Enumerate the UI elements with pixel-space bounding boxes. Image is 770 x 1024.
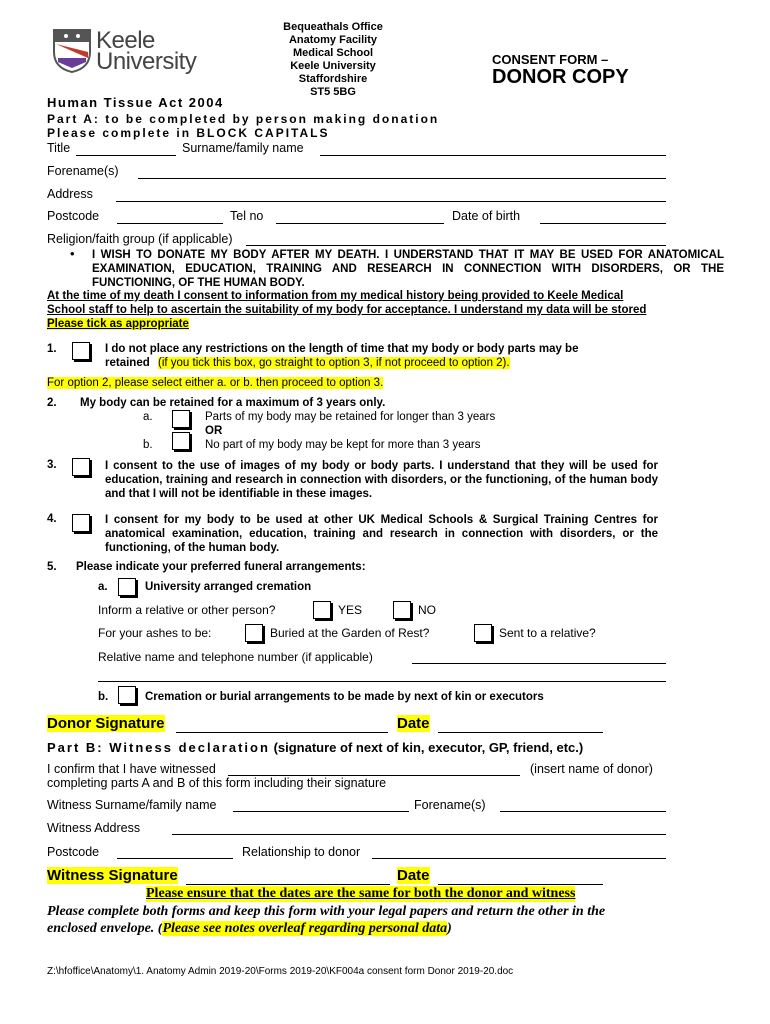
file-path: Z:\hfoffice\Anatomy\1. Anatomy Admin 2019-20\Forms 2019-20\KF004a consent form Donor 2019-20.doc xyxy=(47,966,514,977)
office-line: Staffordshire xyxy=(298,73,368,85)
religion-label: Religion/faith group (if applicable) xyxy=(47,232,233,246)
witness-date-field[interactable] xyxy=(438,884,603,885)
donor-date-field[interactable] xyxy=(438,732,603,733)
option-2b-number: b. xyxy=(143,439,153,451)
option-2a-text: Parts of my body may be retained for longer than 3 years xyxy=(205,411,496,423)
instructions-text: enclosed envelope. ( xyxy=(47,921,163,936)
option-3-checkbox[interactable] xyxy=(72,458,90,476)
relative-label: Relative name and telephone number (if applicable) xyxy=(98,650,373,664)
relative-field[interactable] xyxy=(412,663,666,664)
inform-yes-label: YES xyxy=(338,603,363,617)
inform-label: Inform a relative or other person? xyxy=(98,603,276,617)
option-2a-checkbox[interactable] xyxy=(172,410,190,428)
office-line: Bequeathals Office xyxy=(283,21,383,33)
option-5-text: Please indicate your preferred funeral arrangements: xyxy=(76,561,366,573)
postcode-field[interactable] xyxy=(117,223,223,224)
logo-keele: Keele xyxy=(96,27,155,54)
bullet-icon: • xyxy=(70,246,75,261)
option-5b-text: Cremation or burial arrangements to be made by next of kin or executors xyxy=(145,691,544,703)
block-capitals-note: Please complete in BLOCK CAPITALS xyxy=(47,126,330,140)
religion-field[interactable] xyxy=(246,245,666,246)
witness-address-field[interactable] xyxy=(172,834,666,835)
act-title: Human Tissue Act 2004 xyxy=(47,95,224,110)
inform-no-checkbox[interactable] xyxy=(393,601,411,619)
sent-checkbox[interactable] xyxy=(474,624,492,642)
insert-name-note: (insert name of donor) xyxy=(530,762,653,776)
personal-data-note: Please see notes overleaf regarding personal data xyxy=(162,921,448,936)
inform-yes-checkbox[interactable] xyxy=(313,601,331,619)
option-2b-text: No part of my body may be kept for more than 3 years xyxy=(205,439,481,451)
witness-surname-label: Witness Surname/family name xyxy=(47,798,217,812)
part-b-header xyxy=(47,740,583,755)
option-3-text: I consent to the use of images of my body or body parts. I understand that they will be used for education, training and research in connection with disorders, or the functioning, of the human body and that I will not be identifiable in these images. xyxy=(105,460,658,500)
witness-signature-label: Witness Signature xyxy=(47,867,178,884)
title-label: Title xyxy=(47,141,71,155)
option-4-number: 4. xyxy=(47,513,57,525)
logo-university: University xyxy=(96,48,197,75)
consent-line-2: School staff to help to ascertain the suitability of my body for acceptance. I understand my data will be stored xyxy=(47,304,647,316)
forenames-field[interactable] xyxy=(138,178,666,179)
option-1-note: (if you tick this box, go straight to option 3, if not proceed to option 2). xyxy=(158,357,510,369)
donor-signature-field[interactable] xyxy=(176,732,388,733)
option-5-number: 5. xyxy=(47,561,57,573)
tel-label: Tel no xyxy=(230,209,264,223)
witness-forenames-label: Forename(s) xyxy=(414,798,486,812)
consent-form-label: CONSENT FORM – xyxy=(492,52,609,67)
surname-label: Surname/family name xyxy=(182,141,304,155)
address-label: Address xyxy=(47,187,93,201)
part-b-heading-rest: (signature of next of kin, executor, GP, friend, etc.) xyxy=(273,740,584,755)
buried-checkbox[interactable] xyxy=(245,624,263,642)
office-line: Anatomy Facility xyxy=(288,34,378,46)
option-4-text: I consent for my body to be used at other UK Medical Schools & Surgical Training Centres for anatomical examination, education, training and research in connection with disorders, or the functioning, of the human body. xyxy=(105,514,658,554)
witness-postcode-field[interactable] xyxy=(117,858,233,859)
witness-signature-field[interactable] xyxy=(186,884,390,885)
completing-text: completing parts A and B of this form including their signature xyxy=(47,776,387,790)
witness-date-label: Date xyxy=(397,867,430,884)
tick-note: Please tick as appropriate xyxy=(47,318,189,330)
option-5b-checkbox[interactable] xyxy=(118,686,136,704)
instructions-line-2 xyxy=(47,921,452,937)
option-5a-text: University arranged cremation xyxy=(145,581,312,593)
office-line: Medical School xyxy=(292,47,374,59)
option-3-number: 3. xyxy=(47,459,57,471)
option-5a-checkbox[interactable] xyxy=(118,578,136,596)
office-line: Keele University xyxy=(290,60,376,72)
address-field[interactable] xyxy=(116,201,666,202)
witness-postcode-label: Postcode xyxy=(47,845,100,859)
wish-statement: I WISH TO DONATE MY BODY AFTER MY DEATH. I UNDERSTAND THAT IT MAY BE USED FOR ANATOMICAL EXAMINATION, EDUCATION, TRAINING AND RESEARCH IN CONNECTION WITH DISORDERS, OR THE FUNCTIONING, OF THE HUMAN BODY. xyxy=(92,249,724,289)
option-2-number: 2. xyxy=(47,397,57,409)
option-2-note: For option 2, please select either a. or b. then proceed to option 3. xyxy=(47,377,384,389)
option-1-number: 1. xyxy=(47,343,57,355)
option-5b-number: b. xyxy=(98,691,109,703)
consent-line-1: At the time of my death I consent to information from my medical history being provided to Keele Medical xyxy=(47,290,624,302)
option-2b-checkbox[interactable] xyxy=(172,432,190,450)
tel-field[interactable] xyxy=(276,223,444,224)
confirm-text: I confirm that I have witnessed xyxy=(47,762,216,776)
part-b-heading: Part B: Witness declaration xyxy=(47,740,270,755)
surname-field[interactable] xyxy=(320,155,666,156)
part-a-heading: Part A: to be completed by person making donation xyxy=(47,112,440,126)
office-line: ST5 5BG xyxy=(310,86,356,98)
witness-surname-field[interactable] xyxy=(233,811,409,812)
option-2a-number: a. xyxy=(143,411,153,423)
option-2-text: My body can be retained for a maximum of 3 years only. xyxy=(80,397,386,409)
donor-signature-label: Donor Signature xyxy=(47,715,165,732)
option-5a-number: a. xyxy=(98,581,108,593)
donor-copy-title: DONOR COPY xyxy=(492,66,629,88)
inform-no-label: NO xyxy=(418,603,436,617)
witness-address-label: Witness Address xyxy=(47,821,141,835)
instructions-line-1: Please complete both forms and keep this form with your legal papers and return the other in the xyxy=(47,904,606,919)
relationship-field[interactable] xyxy=(372,858,666,859)
option-1-text: I do not place any restrictions on the length of time that my body or body parts may be xyxy=(105,343,579,355)
dob-field[interactable] xyxy=(540,223,666,224)
relative-field-2[interactable] xyxy=(98,681,666,682)
sent-label: Sent to a relative? xyxy=(499,626,596,640)
ashes-label: For your ashes to be: xyxy=(98,626,212,640)
witness-forenames-field[interactable] xyxy=(500,811,666,812)
dob-label: Date of birth xyxy=(452,209,521,223)
instructions-close: ) xyxy=(447,921,452,936)
title-field[interactable] xyxy=(76,155,176,156)
option-4-checkbox[interactable] xyxy=(72,514,90,532)
dates-note: Please ensure that the dates are the same for both the donor and witness xyxy=(146,886,576,901)
option-2-or: OR xyxy=(205,425,223,437)
postcode-label: Postcode xyxy=(47,209,100,223)
crest-icon xyxy=(52,28,92,74)
donor-date-label: Date xyxy=(397,715,430,732)
buried-label: Buried at the Garden of Rest? xyxy=(270,626,430,640)
option-1-checkbox[interactable] xyxy=(72,342,90,360)
forenames-label: Forename(s) xyxy=(47,164,119,178)
option-1-retained: retained xyxy=(105,357,150,369)
relationship-label: Relationship to donor xyxy=(242,845,361,859)
